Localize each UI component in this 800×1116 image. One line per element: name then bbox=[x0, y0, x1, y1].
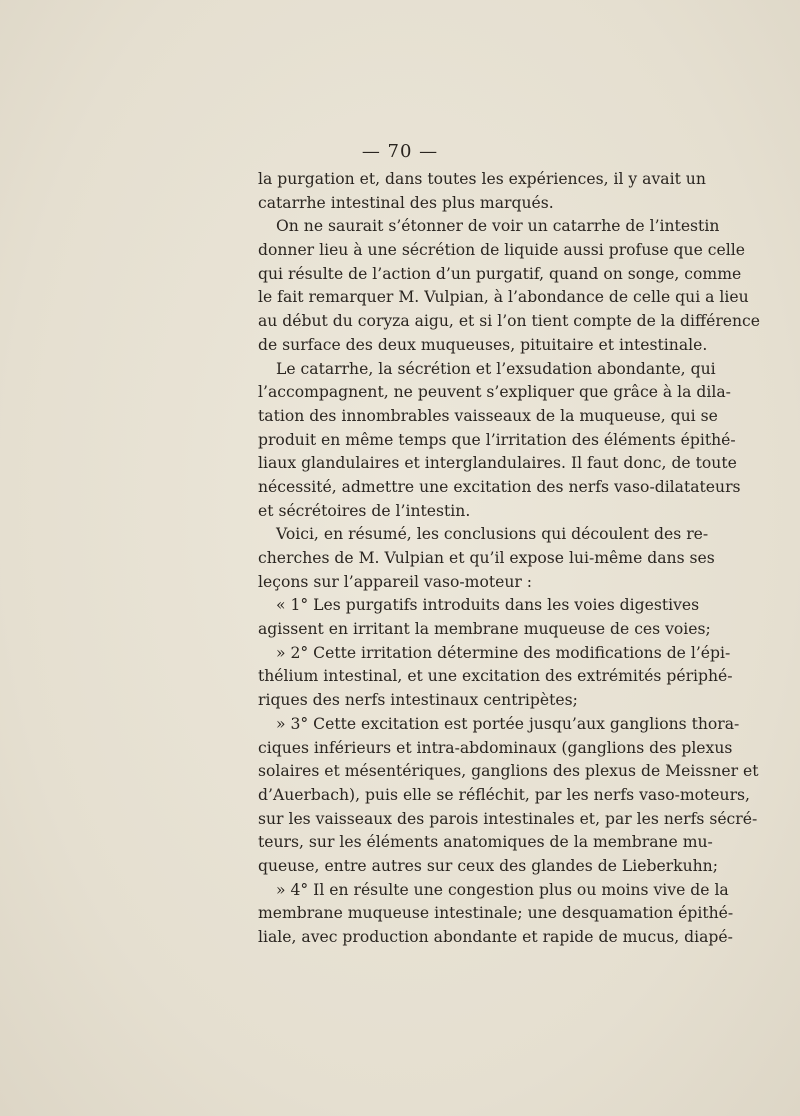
text-line: membrane muqueuse intestinale; une desquamation épithé- bbox=[258, 904, 734, 923]
text-line: au début du coryza aigu, et si l’on tient compte de la différence bbox=[258, 312, 761, 331]
text-line: thélium intestinal, et une excitation des extrémités périphé- bbox=[258, 667, 733, 686]
text-line: la purgation et, dans toutes les expériences, il y avait un bbox=[258, 170, 706, 188]
text-line: l’accompagnent, ne peuvent s’expliquer que grâce à la dila- bbox=[258, 383, 731, 402]
text-line: cherches de M. Vulpian et qu’il expose lui-même dans ses bbox=[258, 549, 715, 567]
text-line: liaux glandulaires et interglandulaires. Il faut donc, de toute bbox=[258, 454, 737, 473]
text-line: liale, avec production abondante et rapide de mucus, diapé- bbox=[258, 928, 733, 946]
text-line: qui résulte de l’action d’un purgatif, quand on songe, comme bbox=[258, 264, 742, 283]
text-line: le fait remarquer M. Vulpian, à l’abondance de celle qui a lieu bbox=[258, 288, 749, 307]
text-line: On ne saurait s’étonner de voir un catarrhe de l’intestin bbox=[276, 217, 720, 236]
text-line: riques des nerfs intestinaux centripètes; bbox=[258, 691, 578, 710]
text-line: » 4° Il en résulte une congestion plus ou moins vive de la bbox=[276, 880, 729, 899]
text-line: Voici, en résumé, les conclusions qui découlent des re- bbox=[276, 525, 709, 544]
text-line: » 3° Cette excitation est portée jusqu’aux ganglions thora- bbox=[276, 714, 740, 733]
text-line: teurs, sur les éléments anatomiques de la membrane mu- bbox=[258, 833, 713, 852]
text-line: queuse, entre autres sur ceux des glandes de Lieberkuhn; bbox=[258, 856, 718, 875]
text-line: produit en même temps que l’irritation des éléments épithé- bbox=[258, 430, 736, 449]
text-line: catarrhe intestinal des plus marqués. bbox=[258, 193, 554, 212]
text-line: » 2° Cette irritation détermine des modifications de l’épi- bbox=[276, 643, 731, 662]
text-line: tation des innombrables vaisseaux de la muqueuse, qui se bbox=[258, 406, 718, 425]
text-line: solaires et mésentériques, ganglions des plexus de Meissner et bbox=[258, 762, 759, 781]
text-line: ciques inférieurs et intra-abdominaux (ganglions des plexus bbox=[258, 738, 733, 757]
text-line: donner lieu à une sécrétion de liquide aussi profuse que celle bbox=[258, 241, 745, 260]
text-line: « 1° Les purgatifs introduits dans les voies digestives bbox=[276, 596, 700, 615]
page-number: — 70 — bbox=[361, 141, 439, 162]
text-line: nécessité, admettre une excitation des nerfs vaso-dilatateurs bbox=[258, 477, 741, 496]
text-line: sur les vaisseaux des parois intestinales et, par les nerfs sécré- bbox=[258, 809, 758, 828]
text-line: leçons sur l’appareil vaso-moteur : bbox=[258, 572, 533, 591]
body-text bbox=[258, 168, 761, 950]
text-line: et sécrétoires de l’intestin. bbox=[258, 501, 471, 520]
text-line: agissent en irritant la membrane muqueuse de ces voies; bbox=[258, 620, 711, 639]
text-line: de surface des deux muqueuses, pituitaire et intestinale. bbox=[258, 335, 708, 354]
text-line: Le catarrhe, la sécrétion et l’exsudation abondante, qui bbox=[276, 359, 716, 378]
text-line: d’Auerbach), puis elle se réfléchit, par les nerfs vaso-moteurs, bbox=[258, 785, 750, 804]
